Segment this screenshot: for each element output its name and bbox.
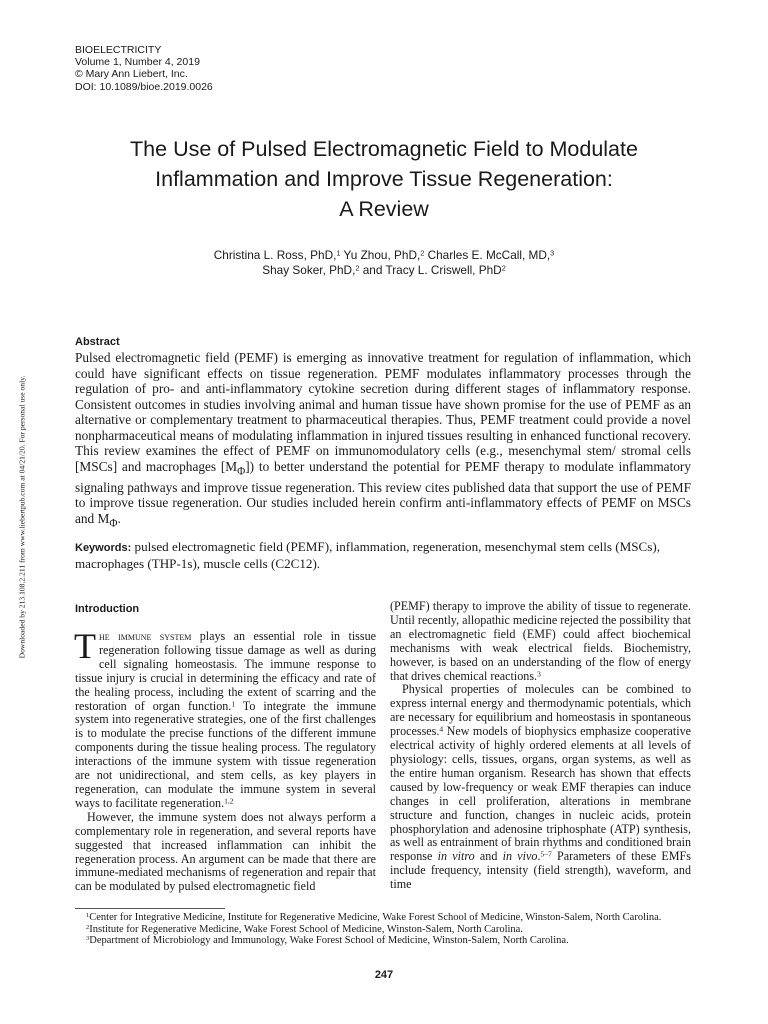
title-line-2: Inflammation and Improve Tissue Regeneration: [155, 167, 613, 191]
paragraph [390, 600, 691, 683]
footnote-text: Center for Integrative Medicine, Institute for Regenerative Medicine, Wake Forest School of Medicine, Winston-Salem, North Carolina. [89, 912, 662, 923]
footnote [86, 924, 661, 936]
paragraph-text: Parameters of these EMFs include frequency, intensity (field strength), waveform, and time [390, 849, 691, 892]
reference-mark: 3 [537, 668, 541, 678]
affiliation-footnotes [86, 912, 661, 947]
paragraph [74, 626, 377, 811]
page-number: 247 [374, 969, 394, 981]
author-line-2 [60, 263, 708, 278]
author-name: Yu Zhou, PhD, [343, 248, 421, 262]
paragraph-text: (PEMF) therapy to improve the ability of tissue to regenerate. Until recently, allopathic medicine rejected the possibility that an electromagnetic field (EMF) could affect biochemical mechanisms with weak electrical fields. Biochemistry, however, is based on an understanding of the flow of energy that drives chemical reactions. [390, 599, 691, 683]
paragraph: However, the immune system does not always perform a complementary role in regeneration, and several reports have suggested that increased inflammation can inhibit the regeneration process. An argument can be made that there are immune-mediated mechanisms of regeneration and repair that can be modulated by pulsed electromagnetic field [75, 809, 376, 894]
body-column-right [390, 600, 691, 892]
reference-mark: 5–7 [540, 849, 552, 859]
author-name: Christina L. Ross, PhD, [213, 248, 337, 262]
journal-volume: Volume 1, Number 4, 2019 [75, 56, 200, 69]
abstract-heading: Abstract [75, 336, 120, 348]
reference-mark: 1,2 [224, 796, 234, 806]
footnote-text: Institute for Regenerative Medicine, Wake Forest School of Medicine, Winston-Salem, North Carolina. [89, 923, 523, 935]
footnote-number: 3 [86, 934, 90, 942]
paragraph-text: To integrate the immune system into regenerative strategies, one of the first challenges is to modulate the precise functions of the different immune components during the tissue healing process. The regulatory interactions of the immune system with tissue regeneration are not unidirectional, and stem cells, as key players in regeneration, can modulate the immune system in several ways to facilitate regeneration. [75, 698, 376, 810]
journal-header [75, 44, 213, 93]
keywords [75, 539, 691, 572]
author-line-1 [60, 248, 708, 263]
paragraph-text: New models of biophysics emphasize cooperative electrical activity of highly ordered elements at all levels of physiology: cells, tissues, organs, organ systems, as well as the entire human organism. Research has shown that effects caused by low-frequency or weak EMF therapies can induce changes in cell proliferation, alterations in membrane structure and function, changes in nucleic acids, protein phosphorylation and adenosine triphosphate (ATP) synthesis, as well as entrainment of brain rhythms and conditioned brain response [390, 724, 691, 864]
abstract-text-part: Pulsed electromagnetic field (PEMF) is emerging as innovative treatment for regulation of inflammation, which could have significant effects on tissue regeneration. PEMF modulates inflammatory processes through the regulation of pro- and anti-inflammatory cytokine secretion during different stages of inflammatory response. Consistent outcomes in studies involving animal and human tissue have shown promise for the use of PEMF as an alternative or complementary treatment to pharmaceutical therapies. Thus, PEMF treatment could provide a novel nonpharmaceutical means of modulating inflammation in injured tissues resulting in enhanced functional recovery. This review examines the effect of PEMF on immunomodulatory cells (e.g., mesenchymal stem/ stromal cells [MSCs] and macrophages [M [75, 350, 691, 474]
reference-mark: 4 [439, 724, 444, 734]
affiliation-mark: 2 [420, 248, 425, 258]
keywords-text: pulsed electromagnetic field (PEMF), inflammation, regeneration, mesenchymal stem cells (MSCs), macrophages (THP-1s), muscle cells (C2C12). [75, 539, 660, 572]
author-name: Charles E. McCall, MD, [427, 248, 551, 262]
italic-term: in vivo [502, 849, 538, 864]
paragraph-text: plays an essential role in tissue regeneration following tissue damage as well as during cell signaling homeostasis. The immune response to tissue injury is crucial in determining the efficacy and rate of the healing process, including the extent of scarring and the restoration of organ function. [75, 629, 377, 713]
abstract-text-part: ]) to better understand the potential for PEMF therapy to modulate inflammatory signaling pathways and improve tissue regeneration. This review cites published data that support the use of PEMF to improve tissue regeneration. Our studies included herein confirm anti-inflammatory effects of PEMF on MSCs and M [75, 458, 691, 526]
download-note-text: Downloaded by 213.108.2.211 from www.liebertpub.com at 04/21/20. For personal use only. [17, 375, 27, 659]
keywords-label: Keywords: [75, 542, 132, 554]
paragraph [390, 683, 691, 892]
footnote [86, 912, 661, 924]
title-line-1: The Use of Pulsed Electromagnetic Field to Modulate [130, 137, 638, 161]
phi-subscript: Φ [237, 465, 246, 478]
introduction-heading: Introduction [75, 603, 140, 615]
footnote-number: 2 [86, 923, 90, 931]
author-name: Shay Soker, PhD, [262, 263, 356, 277]
reference-mark: 1 [231, 698, 236, 708]
abstract-text [75, 350, 691, 532]
drop-cap: T [74, 626, 96, 666]
affiliation-mark: 3 [550, 248, 555, 258]
affiliation-mark: 2 [501, 263, 506, 273]
journal-doi: DOI: 10.1089/bioe.2019.0026 [75, 80, 213, 93]
title-line-3: A Review [339, 197, 429, 221]
affiliation-mark: 2 [355, 263, 360, 273]
journal-copyright: © Mary Ann Liebert, Inc. [75, 68, 188, 81]
italic-term: in vitro [437, 849, 475, 864]
article-title [60, 134, 708, 224]
paragraph-text: Physical properties of molecules can be combined to express internal energy and thermodynamic potentials, which are necessary for equilibrium and homeostasis in spontaneous processes. [390, 682, 691, 739]
footnote-text: Department of Microbiology and Immunology, Wake Forest School of Medicine, Winston-Salem, North Carolina. [89, 935, 569, 947]
footnote-number: 1 [86, 911, 90, 919]
small-caps-lead: he immune system [99, 629, 192, 643]
footnote [86, 935, 661, 947]
body-column-left [74, 626, 377, 894]
journal-name: BIOELECTRICITY [75, 44, 162, 56]
author-name: and Tracy L. Criswell, PhD [362, 263, 502, 277]
paragraph-text: and [474, 849, 503, 864]
footnote-divider [75, 908, 225, 909]
phi-subscript: Φ [109, 517, 118, 530]
author-list [60, 248, 708, 278]
affiliation-mark: 1 [336, 248, 341, 258]
paragraph-text: . [537, 849, 541, 864]
abstract-text-part: . [117, 510, 121, 526]
